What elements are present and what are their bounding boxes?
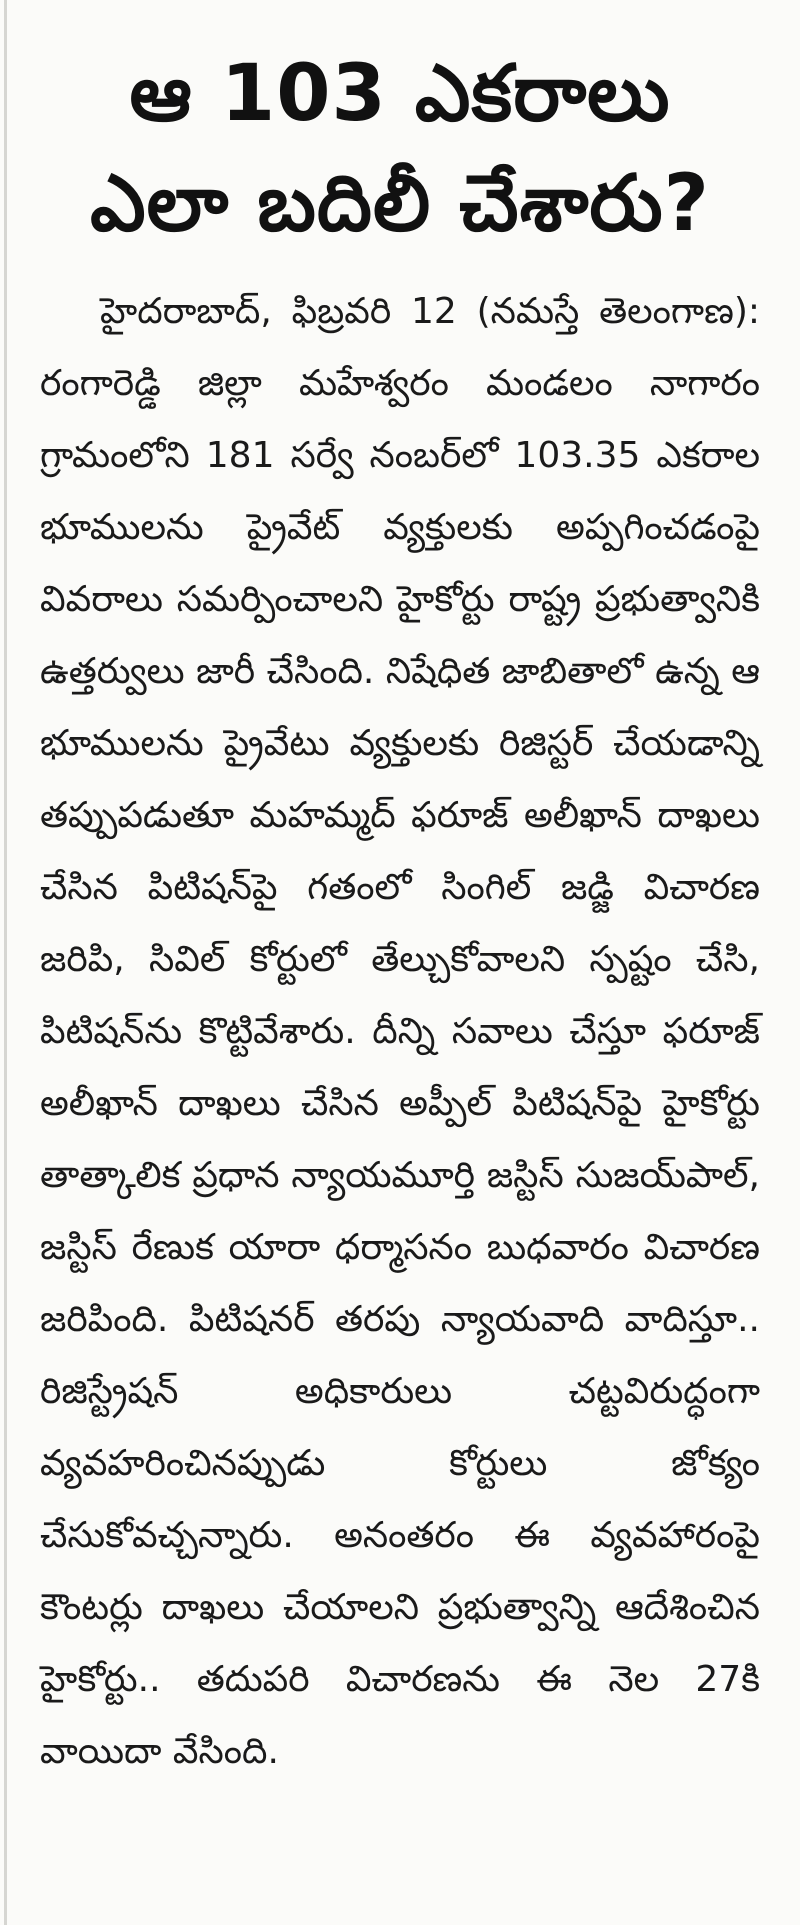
column-divider [4, 0, 7, 1925]
article-body: హైదరాబాద్, ఫిబ్రవరి 12 (నమస్తే తెలంగాణ): రంగారెడ్డి జిల్లా మహేశ్వరం మండలం నాగారం గ్రామంలోని 181 సర్వే నంబర్‌లో 103.35 ఎకరాల భూములను ప్రైవేట్ వ్యక్తులకు అప్పగించడంపై వివరాలు సమర్పించాలని హైకోర్టు రాష్ట్ర ప్రభుత్వానికి ఉత్తర్వులు జారీ చేసింది. నిషేధిత జాబితాలో ఉన్న ఆ భూములను ప్రైవేటు వ్యక్తులకు రిజిస్టర్ చేయడాన్ని తప్పుపడుతూ మహమ్మద్ ఫరూజ్ అలీఖాన్ దాఖలు చేసిన పిటిషన్‌పై గతంలో సింగిల్ జడ్జి విచారణ జరిపి, సివిల్ కోర్టులో తేల్చుకోవాలని స్పష్టం చేసి, పిటిషన్‌ను కొట్టివేశారు. దీన్ని సవాలు చేస్తూ ఫరూజ్ అలీఖాన్ దాఖలు చేసిన అప్పీల్ పిటిషన్‌పై హైకోర్టు తాత్కాలిక ప్రధాన న్యాయమూర్తి జస్టిస్ సుజయ్‌పాల్, జస్టిస్ రేణుక యారా ధర్మాసనం బుధవారం విచారణ జరిపింది. పిటిషనర్ తరపు న్యాయవాది వాదిస్తూ.. రిజిస్ట్రేషన్ అధికారులు చట్టవిరుద్ధంగా వ్యవహరించినప్పుడు కోర్టులు జోక్యం చేసుకోవచ్చన్నారు. అనంతరం ఈ వ్యవహారంపై కౌంటర్లు దాఖలు చేయాలని ప్రభుత్వాన్ని ఆదేశించిన హైకోర్టు.. తదుపరి విచారణను ఈ నెల 27కి వాయిదా వేసింది. [40, 291, 760, 1772]
headline-line-1: ఆ 103 ఎకరాలు [129, 49, 671, 140]
headline-line-2: ఎలా బదిలీ చేశారు? [90, 159, 710, 250]
headline [0, 39, 800, 259]
